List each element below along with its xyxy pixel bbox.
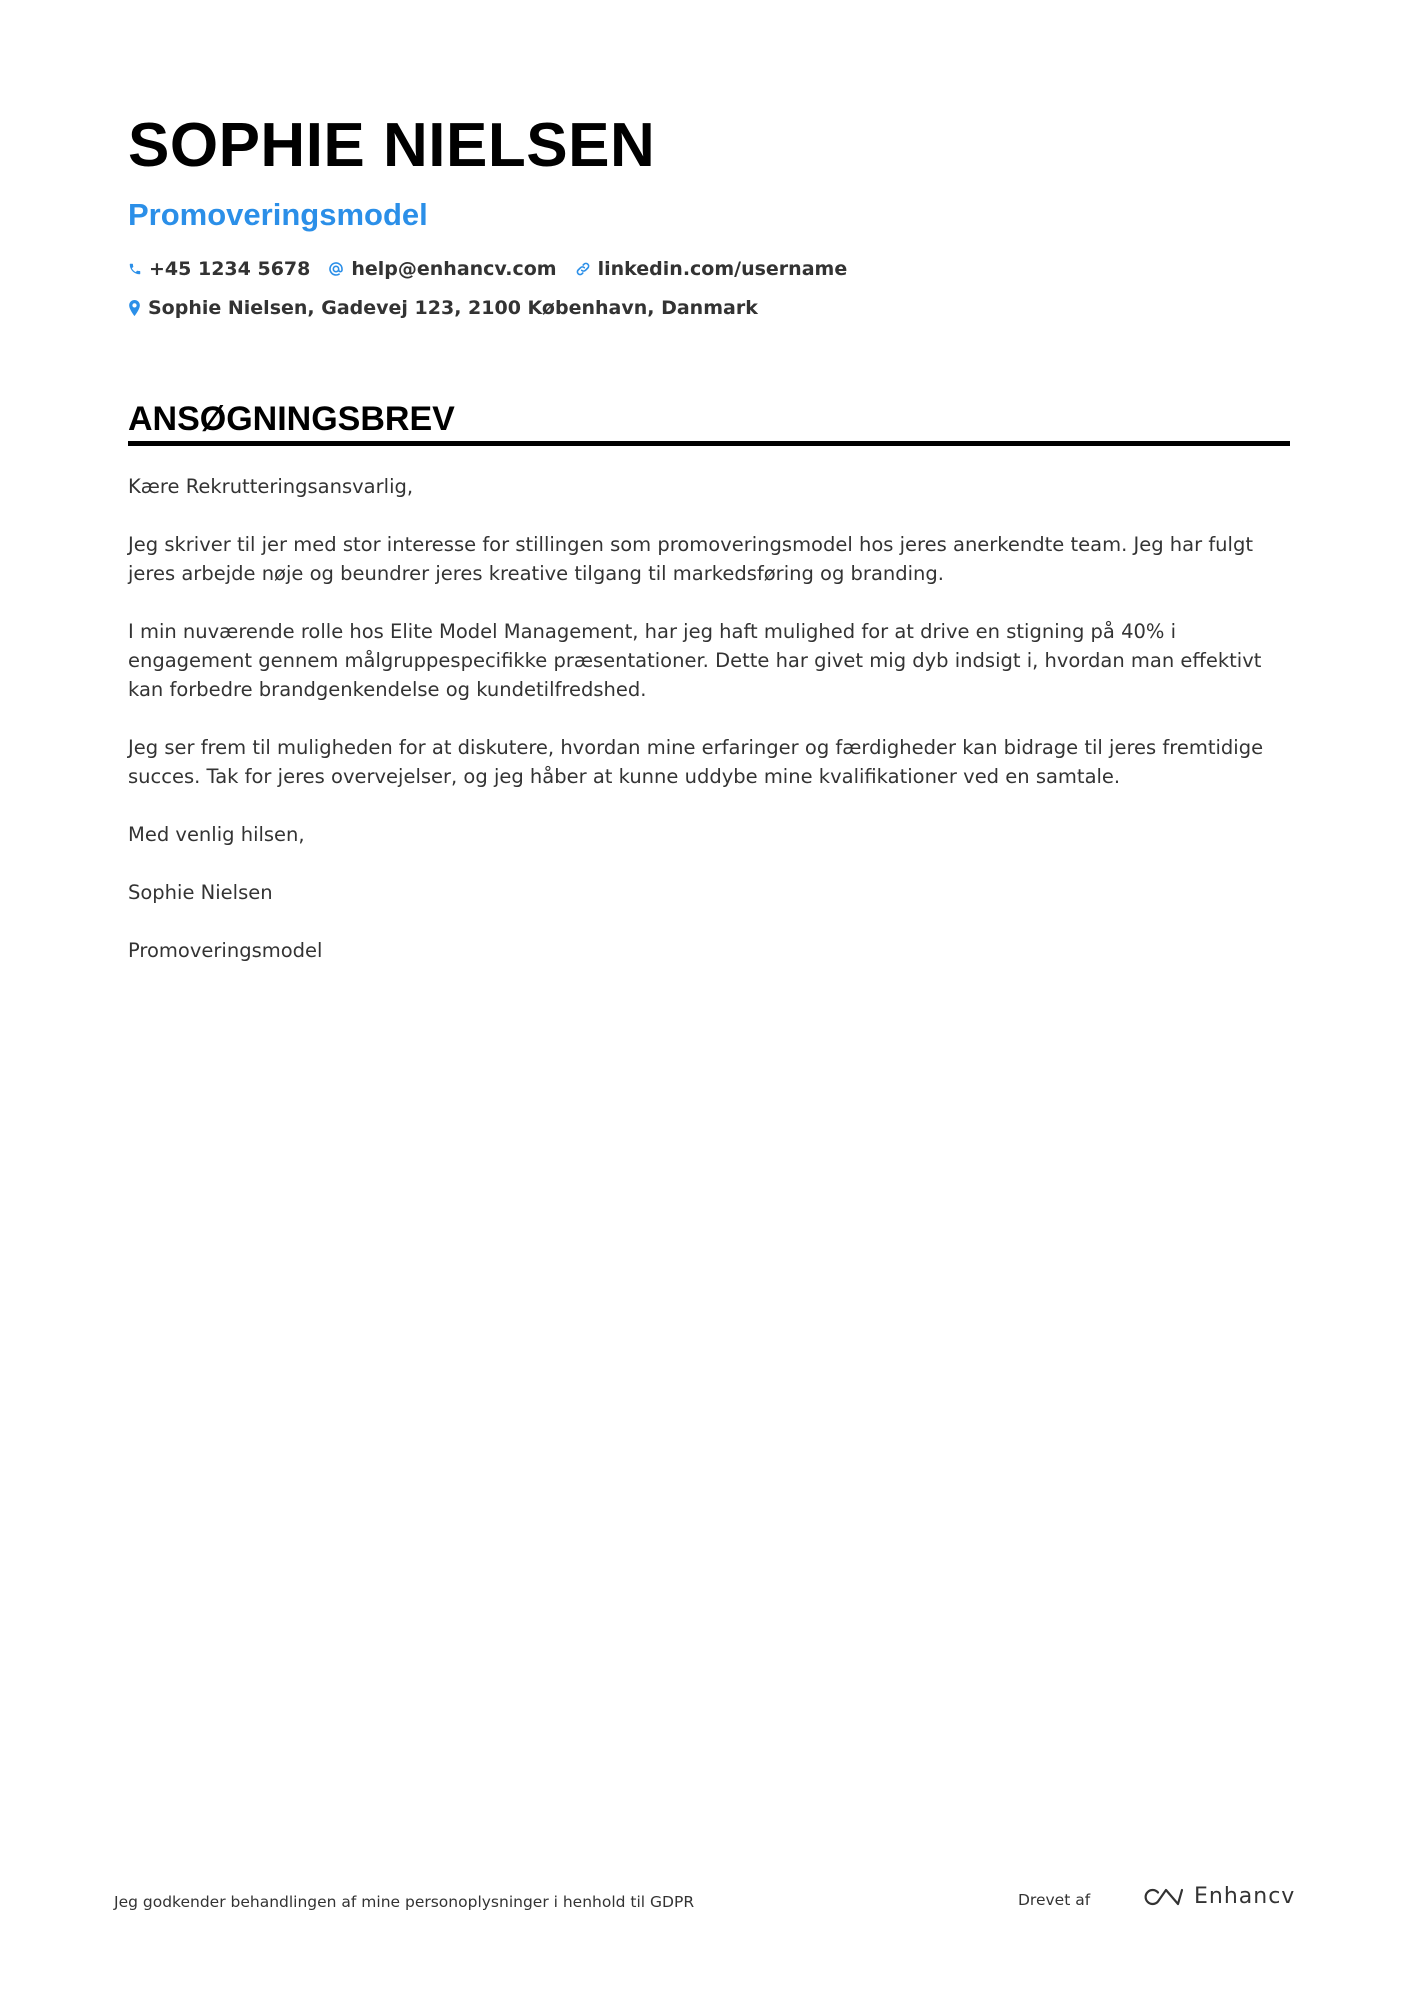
contact-linkedin xyxy=(575,258,848,280)
letter-paragraph: Jeg skriver til jer med stor interesse for stillingen som promoveringsmodel hos jeres anerkendte team. Jeg har fulgt jeres arbejde nøje og beundrer jeres kreative tilgang til markedsføring og branding. xyxy=(128,533,1253,585)
link-icon xyxy=(575,261,591,277)
contact-email xyxy=(328,258,556,280)
section-divider xyxy=(128,441,1290,446)
section-heading: ANSØGNINGSBREV xyxy=(128,400,455,438)
letter-paragraph: I min nuværende rolle hos Elite Model Management, har jeg haft mulighed for at drive en stigning på 40% i engagement gennem målgruppespecifikke præsentationer. Dette har givet mig dyb indsigt i, hvordan man effektivt kan forbedre brandgenkendelse og kundetilfredshed. xyxy=(128,620,1262,701)
brand-name: Enhancv xyxy=(1194,1884,1296,1909)
gdpr-consent: Jeg godkender behandlingen af mine personoplysninger i henhold til GDPR xyxy=(114,1893,695,1911)
phone-icon xyxy=(128,262,142,276)
contact-row-address xyxy=(128,295,1290,321)
signature-name: Sophie Nielsen xyxy=(128,881,273,904)
applicant-title: Promoveringsmodel xyxy=(128,197,428,232)
cover-letter-page xyxy=(128,110,1290,994)
contact-phone xyxy=(128,258,310,280)
enhancv-logo-icon xyxy=(1138,1885,1184,1909)
letter-body xyxy=(128,472,1290,965)
signature-title: Promoveringsmodel xyxy=(128,939,323,962)
location-pin-icon xyxy=(128,300,141,316)
powered-by-label: Drevet af xyxy=(1018,1891,1091,1909)
linkedin-link[interactable]: linkedin.com/username xyxy=(597,258,848,280)
email-link[interactable]: help@enhancv.com xyxy=(351,258,557,280)
letter-greeting: Kære Rekrutteringsansvarlig, xyxy=(128,475,414,498)
applicant-name: SOPHIE NIELSEN xyxy=(128,111,656,180)
letter-paragraph: Jeg ser frem til muligheden for at diskutere, hvordan mine erfaringer og færdigheder kan bidrage til jeres fremtidige succes. Tak for jeres overvejelser, og jeg håber at kunne uddybe mine kvalifikationer ved en samtale. xyxy=(128,736,1264,788)
phone-text: +45 1234 5678 xyxy=(149,258,311,280)
contact-address xyxy=(128,297,758,319)
address-text: Sophie Nielsen, Gadevej 123, 2100 København, Danmark xyxy=(148,297,758,319)
at-icon xyxy=(328,261,344,277)
enhancv-brand[interactable] xyxy=(1138,1884,1295,1909)
contact-row-primary xyxy=(128,256,1290,282)
letter-closing: Med venlig hilsen, xyxy=(128,823,305,846)
